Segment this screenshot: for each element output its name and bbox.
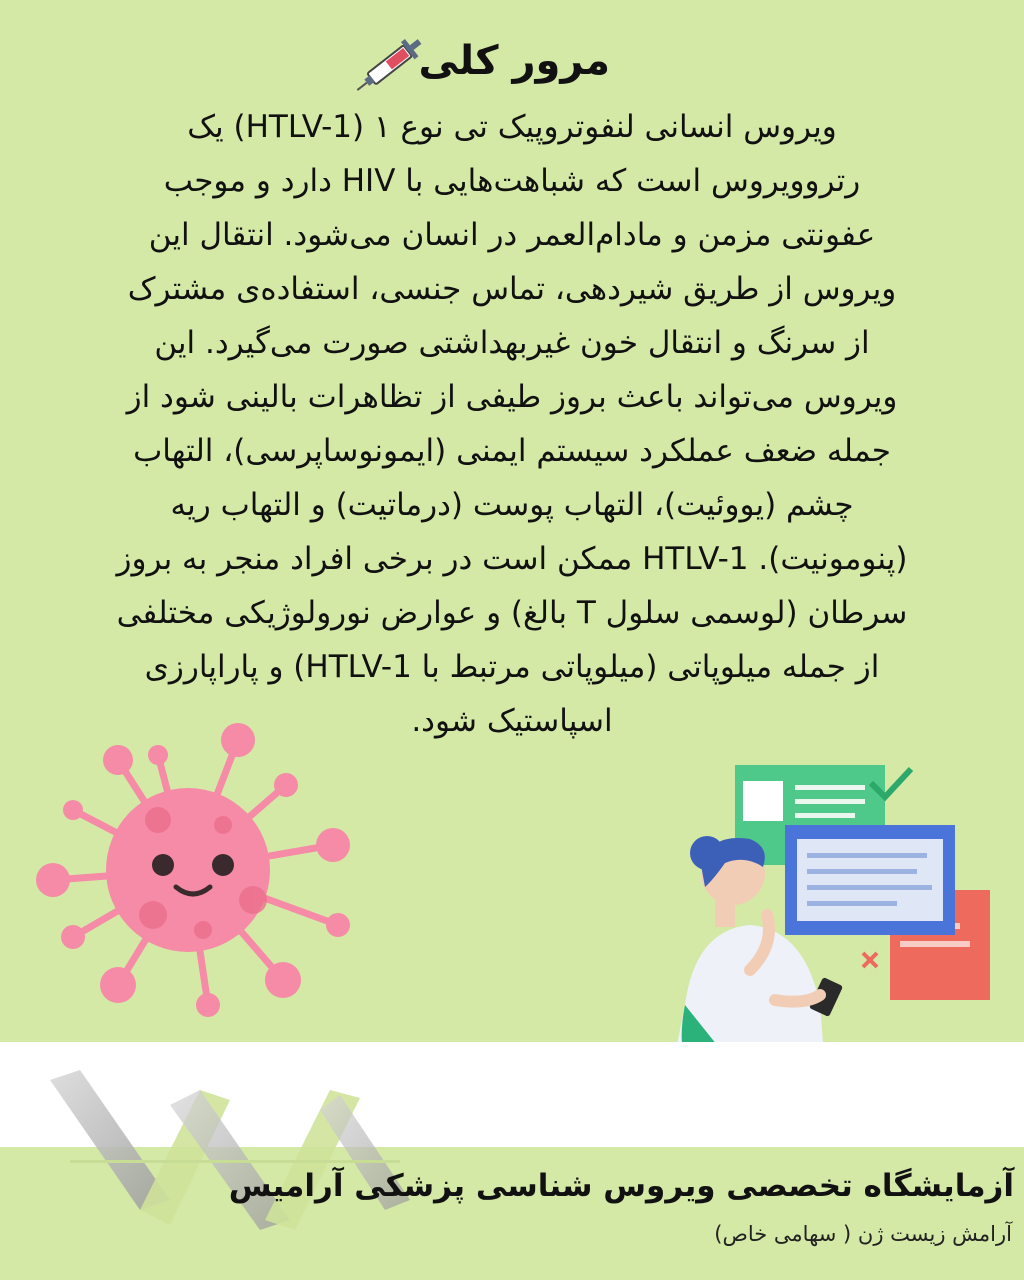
cartoon-virus-icon <box>18 715 368 1025</box>
header <box>0 28 1024 98</box>
page-title: مرور کلی <box>418 38 610 84</box>
aramis-logo <box>40 1050 420 1260</box>
lab-name: آزمایشگاه تخصصی ویروس شناسی پزشکی آرامیس <box>228 1168 1014 1204</box>
article-paragraph: ویروس انسانی لنفوتروپیک تی نوع ۱ (HTLV-1) یک رتروویروس است که شباهت‌هایی با HIV دارد و موجب عفونتی مزمن و مادام‌العمر در انسان می‌شود. انتقال این ویروس از طریق شیردهی، تماس جنسی، استفاده‌ی مشترک از سرنگ و انتقال خون غیربهداشتی صورت می‌گیرد. این ویروس می‌تواند باعث بروز طیفی از تظاهرات بالینی شود از جمله ضعف عملکرد سیستم ایمنی (ایمونوساپرسی)، التهاب چشم (یووئیت)، التهاب پوست (درماتیت) و التهاب ریه (پنومونیت). HTLV-1 ممکن است در برخی افراد منجر به بروز سرطان (لوسمی سلول T بالغ) و عوارض نورولوژیکی مختلفی از جمله میلوپاتی (میلوپاتی مرتبط با HTLV-1) و پاراپارزی اسپاستیک شود. <box>116 109 908 739</box>
company-name: آرامش زیست ژن ( سهامی خاص) <box>714 1222 1012 1246</box>
